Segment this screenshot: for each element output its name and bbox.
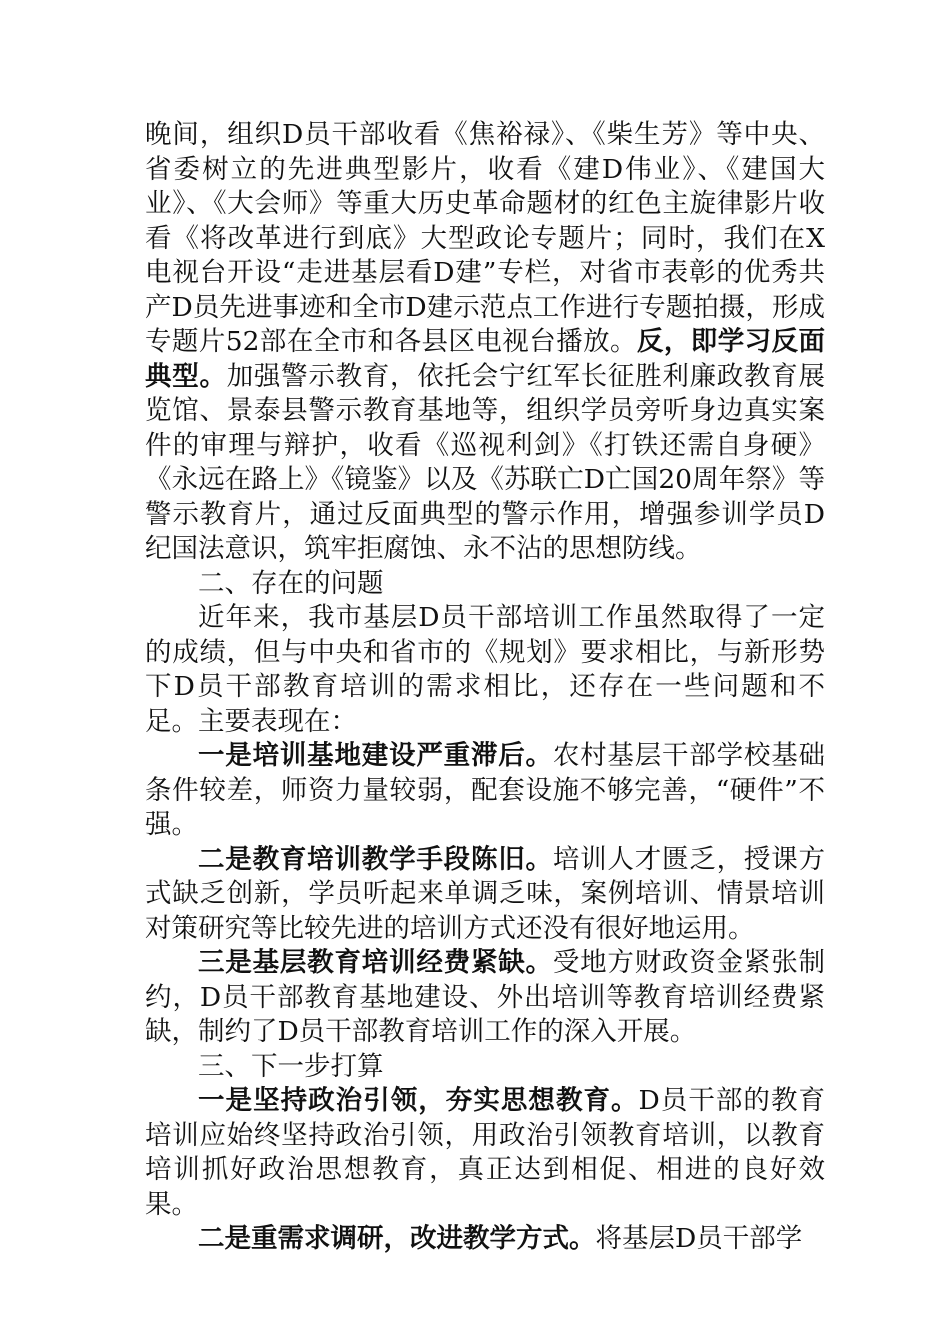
- section-heading-next-steps: [145, 1050, 825, 1085]
- bold-lead-phrase: 一是坚持政治引领，夯实思想教育。: [198, 1085, 639, 1116]
- text-run: 受地方财政资金紧张制约，D员干部教育基地建设、外出培训等教育培训经费紧缺，制约了D员干部教育培训工作的深入开展。: [145, 947, 826, 1047]
- body-paragraph-2: [145, 601, 825, 739]
- body-paragraph-7: [145, 1222, 825, 1257]
- heading-text: 二、存在的问题: [198, 567, 384, 599]
- section-heading-problems: [145, 567, 825, 602]
- bold-lead-phrase: 二是重需求调研，改进教学方式。: [198, 1223, 596, 1254]
- text-run: 晚间，组织D员干部收看《焦裕禄》、《柴生芳》等中央、省委树立的先进典型影片，收看《建D伟业》、《建国大业》、《大会师》等重大历史革命题材的红色主旋律影片收看《将改革进行到底》大型政论专题片；同时，我们在X电视台开设“走进基层看D建”专栏，对省市表彰的优秀共产D员先进事迹和全市D建示范点工作进行专题拍摄，形成专题片52部在全市和各县区电视台播放。: [145, 119, 825, 357]
- body-paragraph-1: [145, 118, 825, 567]
- heading-text: 三、下一步打算: [198, 1050, 384, 1082]
- bold-lead-phrase: 二是教育培训教学手段陈旧。: [198, 843, 553, 875]
- body-paragraph-5: [145, 946, 825, 1050]
- bold-lead-phrase: 反，即学习反面典型。: [145, 326, 825, 392]
- text-run: 农村基层干部学校基础条件较差，师资力量较弱，配套设施不够完善，“硬件”不强。: [145, 740, 826, 840]
- body-paragraph-6: [145, 1084, 825, 1222]
- body-paragraph-4: [145, 843, 825, 947]
- text-run: 加强警示教育，依托会宁红军长征胜利廉政教育展览馆、景泰县警示教育基地等，组织学员旁听身边真实案件的审理与辩护，收看《巡视利剑》《打铁还需自身硬》《永远在路上》《镜鉴》以及《苏联亡D亡国20周年祭》等警示教育片，通过反面典型的警示作用，增强参训学员D纪国法意识，筑牢拒腐蚀、永不沾的思想防线。: [145, 360, 825, 564]
- document-page: [145, 118, 825, 1257]
- text-run: 近年来，我市基层D员干部培训工作虽然取得了一定的成绩，但与中央和省市的《规划》要求相比，与新形势下D员干部教育培训的需求相比，还存在一些问题和不足。主要表现在：: [145, 602, 825, 737]
- bold-lead-phrase: 三是基层教育培训经费紧缺。: [198, 947, 553, 978]
- text-run: 培训人才匮乏，授课方式缺乏创新，学员听起来单调乏味，案例培训、情景培训对策研究等比较先进的培训方式还没有很好地运用。: [145, 843, 826, 944]
- text-run: 将基层D员干部学: [595, 1223, 803, 1254]
- text-run: D员干部的教育培训应始终坚持政治引领，用政治引领教育培训，以教育培训抓好政治思想教育，真正达到相促、相进的良好效果。: [145, 1085, 825, 1220]
- bold-lead-phrase: 一是培训基地建设严重滞后。: [198, 740, 553, 771]
- body-paragraph-3: [145, 739, 825, 843]
